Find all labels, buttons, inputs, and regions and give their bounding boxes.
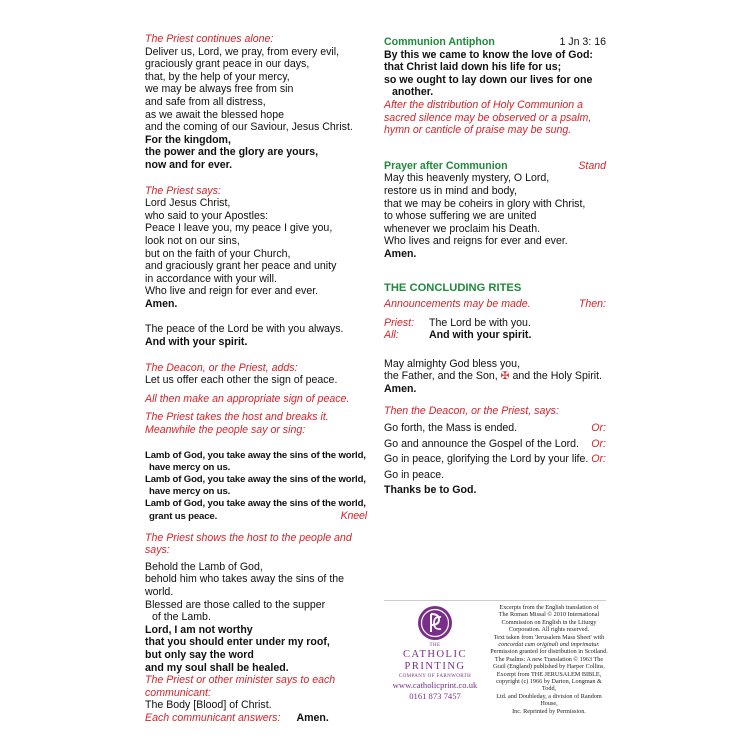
rubric-deacon-says: Then the Deacon, or the Priest, says: (384, 404, 559, 417)
right-column (384, 36, 606, 498)
dismissal-text: Go and announce the Gospel of the Lord. (384, 437, 579, 450)
amen-response: Amen. (384, 247, 417, 260)
brand-catholic: CATHOLIC (403, 649, 467, 660)
amen-response: Amen. (384, 383, 417, 396)
dismissal-text: Go forth, the Mass is ended. (384, 422, 518, 435)
deliver-line: and the coming of our Saviour, Jesus Christ. (145, 121, 353, 134)
copyright-credits (490, 604, 608, 715)
rubric-or: Or: (591, 437, 606, 450)
credit-line: Excerpts from the English translation of (499, 604, 599, 611)
credit-line: Inc. Reprinted by Permission. (512, 707, 586, 715)
rubric-or: Or: (591, 422, 606, 435)
phone-number: 0161 873 7457 (409, 691, 461, 701)
rubric-announcements: Announcements may be made. (384, 298, 531, 311)
lord-line: but only say the word (145, 648, 254, 661)
concluding-rites-heading: THE CONCLUDING RITES (384, 281, 522, 294)
rubric-after-distribution: sacred silence may be observed or a psalm, (384, 111, 592, 124)
lamb-line: Lamb of God, you take away the sins of the world, (145, 473, 366, 485)
deliver-line: and safe from all distress, (145, 95, 266, 108)
prayer-line: to whose suffering we are united (384, 210, 537, 223)
offer-sign-text: Let us offer each other the sign of peace. (145, 374, 338, 387)
all-response: And with your spirit. (429, 329, 532, 342)
body-blood-text: The Body [Blood] of Christ. (145, 699, 272, 712)
antiphon-line: another. (392, 86, 434, 99)
prayer-after-communion-heading: Prayer after Communion (384, 159, 508, 172)
prayer-line: May this heavenly mystery, O Lord, (384, 172, 550, 185)
credit-line: The Roman Missal © 2010 International (498, 611, 600, 619)
peace-prayer-line: but on the faith of your Church, (145, 247, 291, 260)
lord-line: Lord, I am not worthy (145, 623, 253, 636)
peace-greeting: The peace of the Lord be with you always. (145, 323, 344, 336)
rubric-then: Then: (578, 298, 606, 311)
antiphon-line: that Christ laid down his life for us; (384, 61, 562, 74)
credit-line: Permission granted for distribution in Scotland. (490, 648, 608, 656)
lord-line: that you should enter under my roof, (145, 636, 330, 649)
prayer-line: Who lives and reigns for ever and ever. (384, 235, 568, 248)
credit-line: Excerpt from THE JERUSALEM BIBLE, (496, 670, 602, 678)
prayer-line: whenever we proclaim his Death. (384, 222, 541, 235)
kingdom-line: now and for ever. (145, 158, 233, 171)
peace-prayer-line: look not on our sins, (145, 234, 240, 247)
deliver-line: as we await the blessed hope (145, 108, 284, 121)
priest-greeting: The Lord be with you. (429, 316, 531, 329)
thanks-response: Thanks be to God. (384, 484, 477, 497)
rubric-priest-says: The Priest says: (145, 184, 221, 197)
blessing-line: and the Holy Spirit. (512, 370, 602, 383)
rubric-all-sign: All then make an appropriate sign of peace. (145, 392, 350, 405)
footer-divider (384, 600, 606, 601)
rubric-priest-breaks: The Priest takes the host and breaks it. (145, 411, 329, 424)
credit-line: Ltd. and Doubleday, a division of Random House, (496, 692, 602, 708)
credit-line: concordat cum originali and imprimatur. (498, 641, 600, 649)
lamb-line: Lamb of God, you take away the sins of the world, (145, 497, 366, 509)
lamb-of-god (145, 450, 367, 523)
credit-line: Commission on English in the Liturgy (501, 618, 597, 626)
brand-company: COMPANY OF FARNWORTH (398, 674, 472, 679)
behold-line: behold him who takes away the sins of the world. (145, 573, 345, 598)
behold-line: Behold the Lamb of God, (145, 560, 263, 573)
antiphon-line: By this we came to know the love of God: (384, 48, 593, 61)
lamb-line: Lamb of God, you take away the sins of the world, (145, 449, 366, 461)
rubric-priest-shows: The Priest shows the host to the people and says: (145, 531, 352, 557)
lamb-response: have mercy on us. (149, 461, 231, 473)
peace-prayer-line: who said to your Apostles: (145, 209, 269, 222)
rubric-each-answers: Each communicant answers: (145, 711, 281, 724)
credit-line: The Psalms: A new Translation © 1963 The (494, 655, 604, 663)
publisher-logo (385, 604, 485, 702)
kingdom-line: the power and the glory are yours, (145, 146, 319, 159)
amen-response: Amen. (145, 297, 178, 310)
rubric-priest-alone: The Priest continues alone: (145, 33, 274, 45)
lamb-response: have mercy on us. (149, 485, 231, 497)
credit-line: Text taken from 'Jerusalem Mass Sheet' with (493, 633, 605, 641)
rubric-after-distribution: hymn or canticle of praise may be sung. (384, 124, 572, 137)
cp-monogram-icon (385, 604, 485, 642)
peace-prayer-line: Peace I leave you, my peace I give you, (145, 222, 333, 235)
rubric-deacon-adds: The Deacon, or the Priest, adds: (145, 361, 298, 374)
credit-line: Grail (England) published by Harper Collins. (492, 663, 606, 671)
kingdom-line: For the kingdom, (145, 133, 231, 146)
credit-line: Corporation. All rights reserved. (508, 626, 590, 634)
antiphon-reference: 1 Jn 3: 16 (559, 36, 606, 48)
dismissal-text: Go in peace. (384, 468, 445, 481)
left-column (145, 33, 367, 725)
posture-stand: Stand (578, 159, 606, 172)
deliver-line: that, by the help of your mercy, (145, 70, 290, 83)
blessing-line: May almighty God bless you, (384, 357, 521, 370)
peace-prayer-line: Who live and reign for ever and ever. (145, 285, 319, 298)
brand-printing: PRINTING (404, 661, 466, 672)
rubric-after-distribution: After the distribution of Holy Communion a (384, 98, 584, 111)
deliver-line: graciously grant peace in our days, (145, 58, 310, 71)
dismissal-text: Go in peace, glorifying the Lord by your life. (384, 453, 589, 466)
communion-antiphon-heading: Communion Antiphon (384, 36, 495, 48)
deliver-line: we may be always free from sin (145, 83, 294, 96)
antiphon-line: so we ought to lay down our lives for one (384, 73, 593, 86)
behold-line: of the Lamb. (152, 611, 211, 624)
posture-kneel: Kneel (340, 509, 367, 522)
lamb-response: grant us peace. (149, 510, 218, 522)
rubric-minister: The Priest or other minister says to each (145, 674, 336, 687)
rubric-or: Or: (591, 453, 606, 466)
brand-the: THE (429, 643, 441, 648)
peace-prayer-line: and graciously grant her peace and unity (145, 260, 337, 273)
prayer-line: that we may be coheirs in glory with Christ, (384, 197, 586, 210)
peace-prayer-line: in accordance with your will. (145, 272, 277, 285)
prayer-line: restore us in mind and body, (384, 184, 517, 197)
behold-line: Blessed are those called to the supper (145, 598, 326, 611)
all-label: All: (384, 329, 399, 342)
deliver-line: Deliver us, Lord, we pray, from every evil, (145, 45, 340, 58)
peace-prayer-line: Lord Jesus Christ, (145, 197, 231, 210)
amen-answer: Amen. (296, 711, 329, 724)
cross-icon: ✠ (500, 370, 510, 383)
lord-line: and my soul shall be healed. (145, 661, 289, 674)
credit-line: copyright (c) 1966 by Darton, Longman & Todd, (496, 678, 602, 693)
rubric-people-say: Meanwhile the people say or sing: (145, 424, 306, 437)
priest-label: Priest: (384, 316, 415, 329)
rubric-communicant: communicant: (145, 686, 211, 699)
website-link[interactable]: www.catholicprint.co.uk (392, 680, 478, 690)
spirit-response: And with your spirit. (145, 336, 248, 349)
blessing-line: the Father, and the Son, (384, 370, 498, 383)
